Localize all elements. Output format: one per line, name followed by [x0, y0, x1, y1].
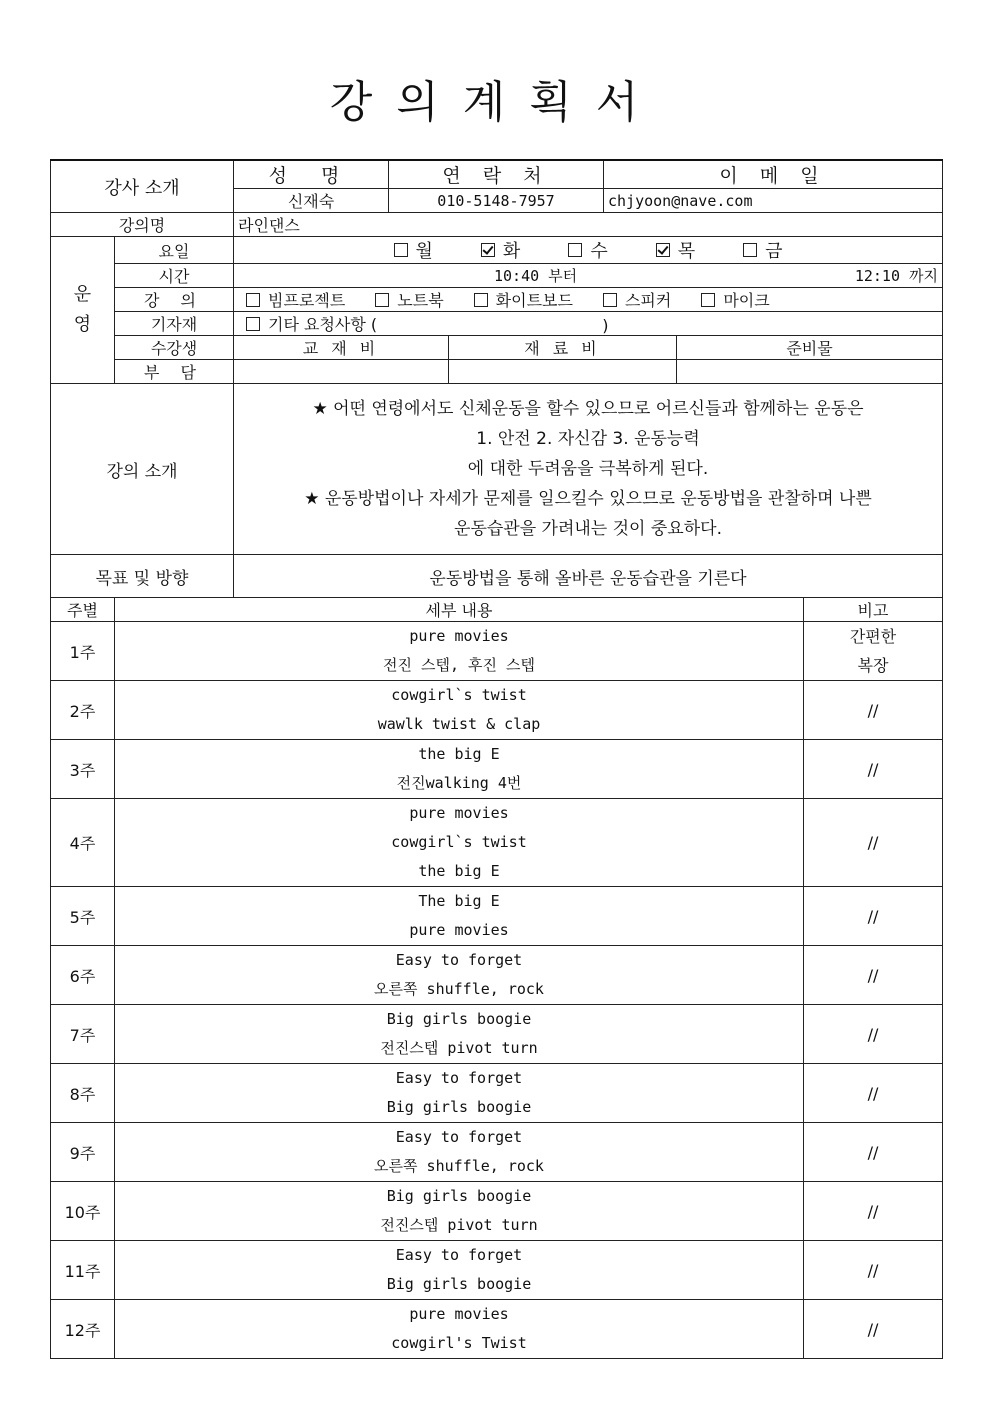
email-header: 이 메 일	[604, 160, 943, 189]
note-header: 비고	[804, 598, 943, 622]
week-label: 12주	[51, 1300, 115, 1359]
instructor-section-label: 강사 소개	[51, 160, 234, 213]
goal-text: 운동방법을 통해 올바른 운동습관을 기른다	[234, 555, 943, 598]
equipment-option[interactable]	[246, 288, 345, 311]
day-option-label: 화	[502, 241, 521, 262]
week-note-line: //	[867, 759, 879, 779]
checkbox-icon[interactable]	[743, 243, 757, 257]
week-label: 10주	[51, 1182, 115, 1241]
week-label: 4주	[51, 799, 115, 887]
document-title: 강의계획서	[329, 77, 663, 128]
course-name-label: 강의명	[51, 213, 234, 237]
week-detail	[115, 1005, 804, 1064]
week-note-line: 복장	[857, 656, 889, 675]
week-detail-line: 전진walking 4번	[396, 774, 522, 792]
week-note-line: //	[867, 700, 879, 720]
week-detail-line: the big E	[418, 862, 500, 880]
week-label: 1주	[51, 622, 115, 681]
material-header: 재 료 비	[449, 336, 677, 360]
week-note	[804, 1300, 943, 1359]
introduction-line: ★ 운동방법이나 자세가 문제를 일으킬수 있으므로 운동방법을 관찰하며 나쁜	[304, 489, 872, 509]
week-detail	[115, 1123, 804, 1182]
other-request-close: )	[602, 315, 609, 335]
week-note-line: //	[867, 906, 879, 926]
schedule-row	[51, 681, 943, 740]
week-note-line: //	[867, 965, 879, 985]
checkbox-icon[interactable]	[568, 243, 582, 257]
time-end: 12:10 까지	[854, 267, 939, 285]
equipment-label-2: 기자재	[115, 312, 234, 336]
week-note-line: //	[867, 1142, 879, 1162]
schedule-row	[51, 740, 943, 799]
time-range	[234, 264, 943, 288]
week-detail-line: Big girls boogie	[386, 1187, 532, 1205]
time-start: 10:40 부터	[494, 267, 578, 285]
week-detail-line: Easy to forget	[395, 1128, 523, 1146]
week-detail	[115, 887, 804, 946]
week-detail-line: cowgirl`s twist	[391, 686, 527, 704]
week-label: 8주	[51, 1064, 115, 1123]
day-option-label: 수	[590, 241, 608, 262]
week-detail-line: 오른쪽 shuffle, rock	[374, 980, 544, 998]
course-name: 라인댄스	[234, 213, 943, 237]
schedule-row	[51, 1005, 943, 1064]
week-detail	[115, 740, 804, 799]
prep-header: 준비물	[677, 336, 943, 360]
textbook-header: 교 재 비	[234, 336, 449, 360]
introduction-text	[234, 384, 943, 555]
week-detail-line: Easy to forget	[395, 1069, 523, 1087]
equipment-options	[234, 288, 943, 312]
week-note	[804, 1005, 943, 1064]
equipment-option-label: 빔프로젝트	[268, 291, 346, 310]
week-detail-line: Big girls boogie	[386, 1098, 532, 1116]
week-detail	[115, 1241, 804, 1300]
week-header: 주별	[51, 598, 115, 622]
schedule-row	[51, 946, 943, 1005]
week-note-line: //	[867, 1083, 879, 1103]
week-note	[804, 1064, 943, 1123]
week-note-line: //	[867, 1201, 879, 1221]
week-label: 6주	[51, 946, 115, 1005]
week-note-line: //	[867, 833, 879, 852]
week-detail	[115, 1300, 804, 1359]
week-label: 5주	[51, 887, 115, 946]
week-note-line: //	[867, 1024, 879, 1044]
schedule-row	[51, 1064, 943, 1123]
equipment-option[interactable]	[375, 288, 443, 311]
equipment-option-label: 화이트보드	[495, 291, 573, 310]
week-detail-line: Easy to forget	[395, 951, 523, 969]
prep-value[interactable]	[677, 360, 943, 384]
week-detail-line: Big girls boogie	[386, 1010, 532, 1028]
day-option[interactable]	[743, 237, 782, 263]
week-detail-line: pure movies	[409, 921, 509, 939]
day-option[interactable]	[568, 237, 607, 263]
week-note	[804, 1241, 943, 1300]
week-note-line: 간편한	[849, 627, 897, 646]
week-note-line: //	[867, 1319, 879, 1339]
week-detail	[115, 1064, 804, 1123]
detail-header: 세부 내용	[115, 598, 804, 622]
checkbox-icon[interactable]	[701, 293, 715, 307]
equipment-option[interactable]	[603, 288, 671, 311]
week-detail-line: pure movies	[409, 627, 509, 645]
textbook-value[interactable]	[234, 360, 449, 384]
operation-label: 운 영	[51, 237, 115, 384]
checkbox-icon[interactable]	[246, 293, 260, 307]
day-option[interactable]	[394, 237, 433, 263]
cost-label-2: 부 담	[115, 360, 234, 384]
equipment-option-label: 스피커	[624, 291, 672, 310]
other-request-checkbox-icon[interactable]	[246, 317, 260, 331]
equipment-label-1: 강 의	[115, 288, 234, 312]
schedule-row	[51, 1241, 943, 1300]
week-detail-line: wawlk twist & clap	[377, 715, 541, 733]
day-label: 요일	[115, 237, 234, 264]
week-note	[804, 1182, 943, 1241]
introduction-line: ★ 어떤 연령에서도 신체운동을 할수 있으므로 어르신들과 함께하는 운동은	[312, 399, 864, 419]
equipment-option-label: 노트북	[397, 291, 444, 310]
name-header: 성 명	[234, 160, 389, 189]
week-detail-line: Easy to forget	[395, 1246, 523, 1264]
week-detail	[115, 681, 804, 740]
week-label: 7주	[51, 1005, 115, 1064]
introduction-line: 1. 안전 2. 자신감 3. 운동능력	[476, 429, 700, 449]
introduction-line: 운동습관을 가려내는 것이 중요하다.	[454, 519, 722, 539]
equipment-option[interactable]	[701, 288, 769, 311]
checkbox-icon[interactable]	[394, 243, 408, 257]
cost-label-1: 수강생	[115, 336, 234, 360]
instructor-name: 신재숙	[234, 189, 389, 213]
week-detail-line: pure movies	[409, 804, 509, 822]
checkbox-icon[interactable]	[375, 293, 389, 307]
equipment-option-label: 마이크	[723, 291, 770, 310]
week-detail-line: 전진스텝 pivot turn	[380, 1039, 538, 1057]
schedule-row	[51, 1300, 943, 1359]
week-detail-line: 오른쪽 shuffle, rock	[374, 1157, 544, 1175]
week-detail-line: cowgirl`s twist	[391, 833, 527, 851]
equipment-option[interactable]	[474, 288, 573, 311]
week-note	[804, 681, 943, 740]
introduction-label: 강의 소개	[51, 384, 234, 555]
schedule-row	[51, 799, 943, 887]
schedule-row	[51, 1182, 943, 1241]
week-detail-line: 전진 스텝, 후진 스텝	[382, 656, 536, 674]
week-label: 11주	[51, 1241, 115, 1300]
week-detail	[115, 1182, 804, 1241]
material-value[interactable]	[449, 360, 677, 384]
day-options	[234, 237, 943, 264]
week-note	[804, 1123, 943, 1182]
lecture-plan-table	[50, 159, 943, 1359]
week-detail	[115, 946, 804, 1005]
week-note	[804, 622, 943, 681]
schedule-row	[51, 622, 943, 681]
day-option-label: 금	[765, 241, 783, 262]
week-detail-line: The big E	[418, 892, 500, 910]
week-detail-line: the big E	[418, 745, 500, 763]
introduction-line: 에 대한 두려움을 극복하게 된다.	[467, 459, 709, 479]
goal-label: 목표 및 방향	[51, 555, 234, 598]
week-detail	[115, 622, 804, 681]
week-label: 9주	[51, 1123, 115, 1182]
week-detail-line: Big girls boogie	[386, 1275, 532, 1293]
day-option-label: 월	[415, 241, 433, 262]
instructor-email: chjyoon@nave.com	[604, 189, 943, 213]
checkbox-icon[interactable]	[603, 293, 617, 307]
time-label: 시간	[115, 264, 234, 288]
checkbox-icon[interactable]	[474, 293, 488, 307]
week-label: 2주	[51, 681, 115, 740]
week-label: 3주	[51, 740, 115, 799]
checked-box-icon[interactable]	[656, 243, 670, 257]
schedule-row	[51, 887, 943, 946]
week-note	[804, 946, 943, 1005]
week-detail	[115, 799, 804, 887]
week-note	[804, 799, 943, 887]
week-note-line: //	[867, 1260, 879, 1280]
schedule-row	[51, 1123, 943, 1182]
contact-header: 연 락 처	[389, 160, 604, 189]
week-note	[804, 740, 943, 799]
week-detail-line: 전진스텝 pivot turn	[380, 1216, 538, 1234]
day-option-label: 목	[677, 241, 696, 262]
instructor-phone: 010-5148-7957	[389, 189, 604, 213]
week-note	[804, 887, 943, 946]
other-request-label: 기타 요청사항 (	[268, 315, 378, 334]
day-option[interactable]	[656, 237, 695, 263]
day-option[interactable]	[481, 237, 520, 263]
checked-box-icon[interactable]	[481, 243, 495, 257]
week-detail-line: pure movies	[409, 1305, 509, 1323]
week-detail-line: cowgirl's Twist	[391, 1334, 527, 1352]
other-request	[234, 312, 943, 336]
